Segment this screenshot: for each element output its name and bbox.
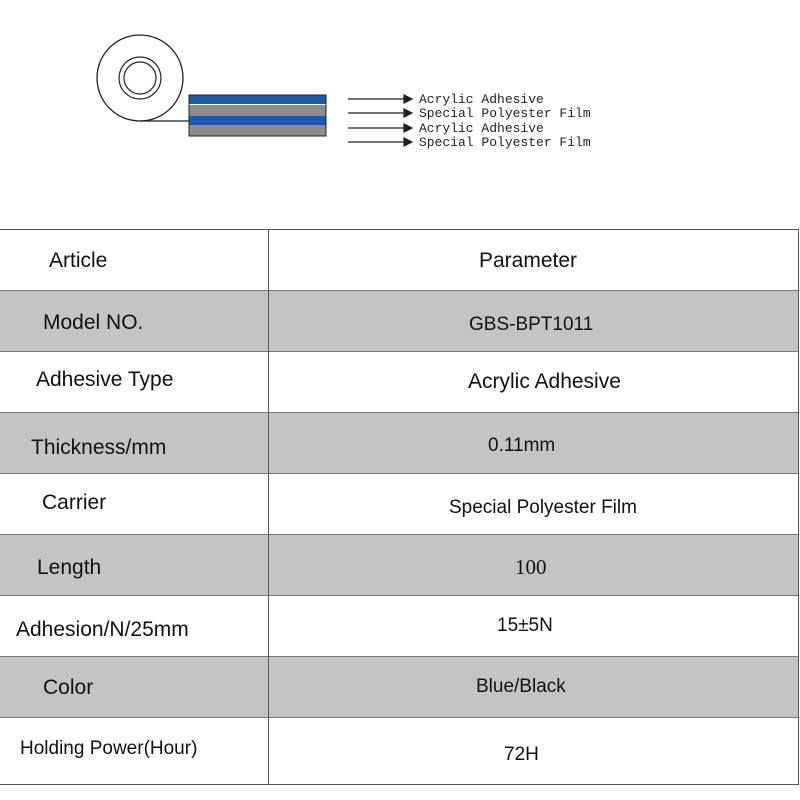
- table-row: [0, 413, 798, 474]
- parameter-cell: GBS-BPT1011: [469, 314, 594, 335]
- table-row: [0, 474, 798, 535]
- layer-4-polyester-film: [189, 125, 326, 136]
- parameter-cell: Special Polyester Film: [449, 497, 637, 518]
- layer-label-4: Special Polyester Film: [419, 135, 591, 150]
- table-row: [0, 352, 798, 413]
- article-cell: Length: [37, 556, 102, 579]
- article-cell: Adhesion/N/25mm: [16, 618, 189, 641]
- parameter-cell: 0.11mm: [488, 435, 556, 456]
- article-cell: Holding Power(Hour): [20, 738, 198, 759]
- table-row: [0, 535, 798, 596]
- table-header-row: [0, 230, 798, 291]
- layer-1-acrylic-adhesive: [189, 95, 326, 104]
- tape-roll-icon: [97, 35, 190, 121]
- parameter-cell: 15±5N: [497, 615, 553, 636]
- table-row: [0, 596, 798, 657]
- layer-label-3: Acrylic Adhesive: [419, 121, 544, 136]
- layer-3-acrylic-adhesive: [189, 116, 326, 125]
- column-divider: [268, 230, 269, 784]
- header-article: Article: [49, 249, 108, 272]
- parameter-cell: 100: [515, 555, 547, 579]
- article-cell: Color: [43, 676, 94, 699]
- tape-structure-diagram: [0, 0, 800, 200]
- layer-arrows: [348, 95, 412, 146]
- table-row: [0, 718, 798, 784]
- header-parameter: Parameter: [479, 249, 578, 272]
- article-cell: Adhesive Type: [36, 368, 174, 391]
- layer-label-1: Acrylic Adhesive: [419, 92, 544, 107]
- article-cell: Thickness/mm: [31, 436, 167, 459]
- layer-2-polyester-film: [189, 105, 326, 116]
- spec-table: [0, 229, 799, 785]
- article-cell: Carrier: [42, 491, 107, 514]
- layer-stack: [189, 95, 326, 136]
- parameter-cell: Blue/Black: [476, 676, 566, 697]
- parameter-cell: 72H: [504, 744, 539, 765]
- article-cell: Model NO.: [43, 311, 144, 334]
- table-row: [0, 291, 798, 352]
- layer-label-2: Special Polyester Film: [419, 106, 591, 121]
- table-row: [0, 657, 798, 718]
- parameter-cell: Acrylic Adhesive: [468, 370, 621, 393]
